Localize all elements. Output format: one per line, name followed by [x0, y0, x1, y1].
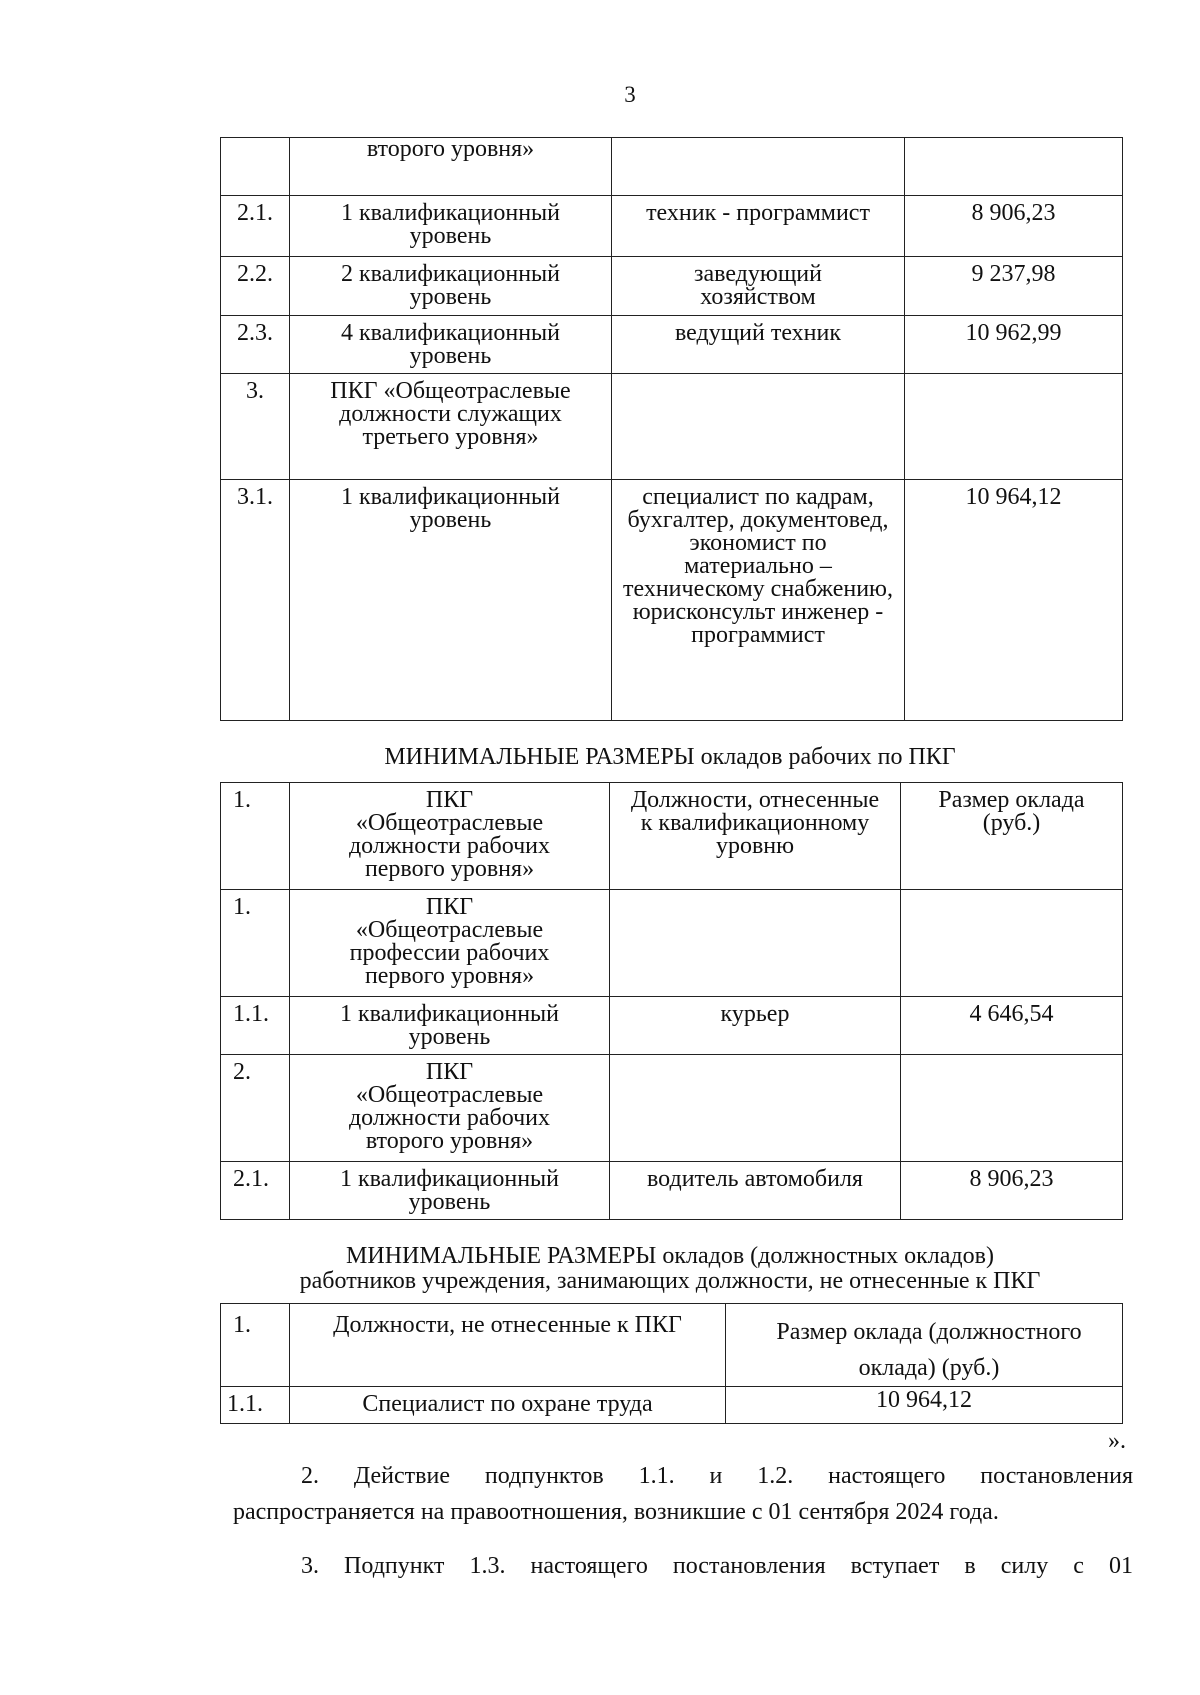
salary-table-employees — [220, 137, 1123, 721]
table-header-row — [221, 1304, 1123, 1387]
qualification-group: второго уровня» — [290, 138, 612, 196]
section-heading-other-positions — [220, 1244, 1120, 1294]
salary-table-workers — [220, 782, 1123, 1220]
salary-value — [901, 890, 1123, 997]
salary-header: Размер оклада (должностного оклада) (руб.) — [726, 1304, 1123, 1387]
position-header: Должности, не отнесенные к ПКГ — [290, 1304, 726, 1387]
row-number: 3.1. — [221, 480, 290, 721]
qualification-group: ПКГ «Общеотраслевые должности рабочих второго уровня» — [290, 1055, 610, 1162]
paragraph-2-line-1: 2. Действие подпунктов 1.1. и 1.2. настоящего постановления — [301, 1463, 1133, 1489]
section-heading-workers: МИНИМАЛЬНЫЕ РАЗМЕРЫ окладов рабочих по ПКГ — [384, 744, 956, 770]
position-name: ведущий техник — [612, 316, 905, 374]
row-number: 2.1. — [221, 196, 290, 257]
row-number: 2.2. — [221, 257, 290, 316]
position-name: курьер — [610, 997, 901, 1055]
table-header-row — [221, 783, 1123, 890]
position-name — [612, 138, 905, 196]
salary-value: 10 962,99 — [905, 316, 1123, 374]
position-name — [612, 374, 905, 480]
page-number: 3 — [624, 82, 636, 107]
table-row — [221, 374, 1123, 480]
table-row — [221, 316, 1123, 374]
row-number: 1. — [221, 890, 290, 997]
paragraph-3 — [233, 1548, 1133, 1584]
qualification-group: 1 квалификационный уровень — [290, 997, 610, 1055]
qualification-group: ПКГ «Общеотраслевые должности рабочих первого уровня» — [290, 783, 610, 890]
salary-value: 8 906,23 — [901, 1162, 1123, 1220]
qualification-group: ПКГ «Общеотраслевые должности служащих третьего уровня» — [290, 374, 612, 480]
table-row — [221, 257, 1123, 316]
table-row — [221, 1162, 1123, 1220]
paragraph-2 — [233, 1458, 1133, 1530]
paragraph-2-line-2: распространяется на правоотношения, возникшие с 01 сентября 2024 года. — [233, 1499, 999, 1525]
table-row — [221, 997, 1123, 1055]
row-number: 1.1. — [221, 997, 290, 1055]
row-number: 2. — [221, 1055, 290, 1162]
position-name: специалист по кадрам, бухгалтер, документовед, экономист по материально – техническому снабжению, юрисконсульт инженер - программист — [612, 480, 905, 721]
qualification-group: 2 квалификационный уровень — [290, 257, 612, 316]
position-name: водитель автомобиля — [610, 1162, 901, 1220]
row-number: 2.1. — [221, 1162, 290, 1220]
qualification-group: 1 квалификационный уровень — [290, 1162, 610, 1220]
table-row — [221, 1055, 1123, 1162]
salary-value — [905, 138, 1123, 196]
row-number: 1. — [221, 1304, 290, 1387]
table-row — [221, 480, 1123, 721]
qualification-group: 1 квалификационный уровень — [290, 196, 612, 257]
paragraph-3-line-1: 3. Подпункт 1.3. настоящего постановления вступает в силу с 01 — [301, 1553, 1133, 1579]
salary-value: 9 237,98 — [905, 257, 1123, 316]
row-number: 3. — [221, 374, 290, 480]
salary-header: Размер оклада (руб.) — [901, 783, 1123, 890]
position-header: Должности, отнесенные к квалификационному уровню — [610, 783, 901, 890]
table-row — [221, 890, 1123, 997]
position-name: заведующий хозяйством — [612, 257, 905, 316]
salary-value — [901, 1055, 1123, 1162]
salary-table-other — [220, 1303, 1123, 1424]
closing-quote: ». — [1108, 1428, 1126, 1454]
qualification-group: 1 квалификационный уровень — [290, 480, 612, 721]
position-name: Специалист по охране труда — [290, 1387, 726, 1424]
row-number — [221, 138, 290, 196]
row-number: 1. — [221, 783, 290, 890]
row-number: 2.3. — [221, 316, 290, 374]
salary-value: 4 646,54 — [901, 997, 1123, 1055]
salary-value: 8 906,23 — [905, 196, 1123, 257]
position-name — [610, 890, 901, 997]
row-number: 1.1. — [221, 1387, 290, 1424]
salary-value: 10 964,12 — [726, 1387, 1123, 1424]
salary-value — [905, 374, 1123, 480]
table-row — [221, 1387, 1123, 1424]
qualification-group: ПКГ «Общеотраслевые профессии рабочих первого уровня» — [290, 890, 610, 997]
qualification-group: 4 квалификационный уровень — [290, 316, 612, 374]
position-name: техник - программист — [612, 196, 905, 257]
table-row — [221, 196, 1123, 257]
heading-line-1: МИНИМАЛЬНЫЕ РАЗМЕРЫ окладов (должностных окладов) — [346, 1243, 994, 1269]
heading-line-2: работников учреждения, занимающих должности, не отнесенные к ПКГ — [299, 1268, 1041, 1294]
table-row — [221, 138, 1123, 196]
salary-value: 10 964,12 — [905, 480, 1123, 721]
position-name — [610, 1055, 901, 1162]
